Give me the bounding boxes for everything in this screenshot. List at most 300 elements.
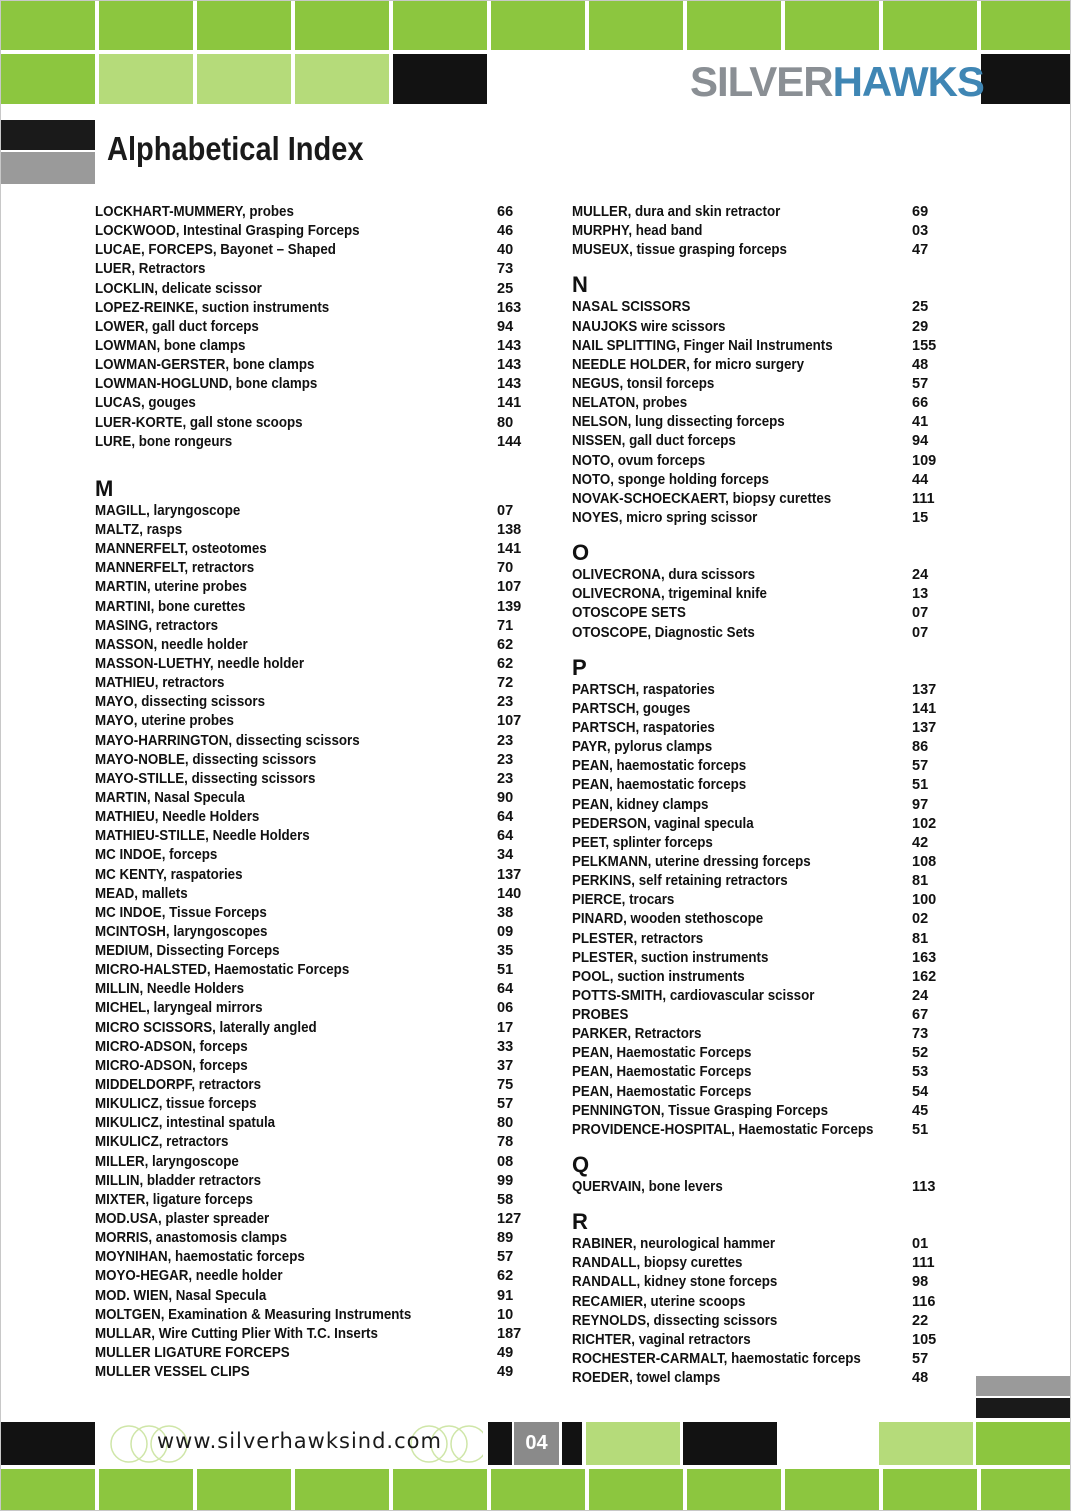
entry-name: MILLIN, Needle Holders bbox=[95, 981, 244, 998]
entry-name: MATHIEU, retractors bbox=[95, 675, 225, 692]
index-entry bbox=[95, 1325, 535, 1344]
index-entry bbox=[572, 566, 952, 585]
entry-page: 113 bbox=[912, 1179, 936, 1196]
page-number: 04 bbox=[514, 1422, 559, 1465]
entry-page: 08 bbox=[497, 1153, 514, 1170]
entry-page: 35 bbox=[497, 943, 514, 960]
index-entry bbox=[95, 866, 535, 885]
entry-name: POOL, suction instruments bbox=[572, 968, 745, 985]
entry-name: NOYES, micro spring scissor bbox=[572, 509, 758, 526]
entry-page: 71 bbox=[497, 617, 514, 634]
index-entry bbox=[95, 655, 535, 674]
entry-name: PENNINGTON, Tissue Grasping Forceps bbox=[572, 1102, 829, 1119]
index-entry bbox=[572, 1083, 952, 1102]
entry-page: 69 bbox=[912, 204, 929, 220]
entry-name: LOPEZ-REINKE, suction instruments bbox=[95, 299, 330, 316]
footer-block bbox=[586, 1422, 680, 1465]
index-column-right bbox=[572, 203, 952, 1388]
entry-page: 37 bbox=[497, 1057, 514, 1074]
index-entry bbox=[572, 872, 952, 891]
entry-name: LOWER, gall duct forceps bbox=[95, 318, 259, 335]
entry-page: 102 bbox=[912, 815, 937, 832]
section-letter-m: M bbox=[95, 475, 114, 501]
index-entry bbox=[572, 1312, 952, 1331]
entry-page: 62 bbox=[497, 1268, 514, 1285]
entry-page: 163 bbox=[912, 949, 937, 966]
entry-page: 127 bbox=[497, 1211, 522, 1228]
index-entry bbox=[95, 674, 535, 693]
entry-name: RANDALL, kidney stone forceps bbox=[572, 1274, 778, 1291]
index-entry bbox=[95, 1191, 535, 1210]
entry-page: 143 bbox=[497, 376, 522, 393]
entry-name: MAYO, dissecting scissors bbox=[95, 694, 266, 711]
index-entry bbox=[572, 815, 952, 834]
entry-page: 58 bbox=[497, 1191, 514, 1208]
entry-name: MULLAR, Wire Cutting Plier With T.C. Inserts bbox=[95, 1325, 378, 1342]
entry-page: 51 bbox=[912, 777, 929, 794]
index-entry bbox=[95, 241, 535, 260]
entry-name: RABINER, neurological hammer bbox=[572, 1236, 776, 1253]
index-entry bbox=[95, 885, 535, 904]
index-entry bbox=[572, 1063, 952, 1082]
index-entry bbox=[572, 968, 952, 987]
entry-name: MOD.USA, plaster spreader bbox=[95, 1211, 270, 1228]
index-entry bbox=[95, 521, 535, 540]
entry-name: MAYO-NOBLE, dissecting scissors bbox=[95, 751, 317, 768]
entry-name: LUCAS, gouges bbox=[95, 395, 196, 412]
index-entry bbox=[572, 949, 952, 968]
entry-name: LUER-KORTE, gall stone scoops bbox=[95, 414, 303, 431]
entry-page: 64 bbox=[497, 981, 514, 998]
index-entry bbox=[95, 299, 535, 318]
entry-name: LOCKWOOD, Intestinal Grasping Forceps bbox=[95, 223, 360, 240]
index-entry bbox=[572, 1369, 952, 1388]
entry-name: OTOSCOPE SETS bbox=[572, 605, 686, 622]
entry-name: PARKER, Retractors bbox=[572, 1026, 702, 1043]
index-list-q bbox=[572, 1178, 952, 1197]
index-entry bbox=[95, 693, 535, 712]
entry-name: PEAN, Haemostatic Forceps bbox=[572, 1064, 752, 1081]
brand-logo-part2: HAWKS bbox=[832, 58, 984, 105]
entry-page: 138 bbox=[497, 521, 522, 538]
entry-name: RANDALL, biopsy curettes bbox=[572, 1255, 743, 1272]
entry-name: MULLER, dura and skin retractor bbox=[572, 204, 781, 220]
entry-name: MARTINI, bone curettes bbox=[95, 598, 246, 615]
entry-page: 41 bbox=[912, 414, 929, 431]
index-entry bbox=[572, 796, 952, 815]
index-entry bbox=[95, 222, 535, 241]
entry-page: 141 bbox=[912, 700, 937, 717]
entry-page: 54 bbox=[912, 1083, 929, 1100]
entry-page: 33 bbox=[497, 1038, 514, 1055]
entry-page: 07 bbox=[497, 502, 514, 519]
entry-name: LOWMAN-HOGLUND, bone clamps bbox=[95, 376, 318, 393]
entry-page: 49 bbox=[497, 1345, 514, 1362]
entry-name: MASING, retractors bbox=[95, 617, 219, 634]
section-letter-r: R bbox=[572, 1209, 588, 1235]
entry-page: 38 bbox=[497, 904, 514, 921]
index-entry bbox=[572, 891, 952, 910]
entry-name: NOVAK-SCHOECKAERT, biopsy curettes bbox=[572, 490, 832, 507]
entry-page: 97 bbox=[912, 796, 929, 813]
entry-name: MIXTER, ligature forceps bbox=[95, 1191, 253, 1208]
entry-page: 89 bbox=[497, 1230, 514, 1247]
index-entry bbox=[572, 471, 952, 490]
entry-name: MIDDELDORPF, retractors bbox=[95, 1077, 262, 1094]
index-entry bbox=[95, 337, 535, 356]
index-entry bbox=[95, 1210, 535, 1229]
entry-name: MILLIN, bladder retractors bbox=[95, 1172, 262, 1189]
entry-name: PLESTER, retractors bbox=[572, 930, 704, 947]
footer-block bbox=[976, 1422, 1071, 1465]
entry-page: 25 bbox=[497, 280, 514, 297]
index-entry bbox=[95, 433, 535, 452]
footer-block bbox=[488, 1422, 512, 1465]
entry-page: 75 bbox=[497, 1077, 514, 1094]
index-entry bbox=[572, 413, 952, 432]
entry-name: MULLER LIGATURE FORCEPS bbox=[95, 1345, 290, 1362]
footer-block bbox=[683, 1422, 777, 1465]
entry-page: 67 bbox=[912, 1007, 929, 1024]
entry-page: 25 bbox=[912, 299, 929, 316]
index-entry bbox=[572, 318, 952, 337]
brand-logo-part1: SILVER bbox=[690, 58, 833, 105]
entry-name: MILLER, laryngoscope bbox=[95, 1153, 239, 1170]
entry-name: MCINTOSH, laryngoscopes bbox=[95, 923, 268, 940]
entry-page: 03 bbox=[912, 223, 929, 240]
entry-name: MEDIUM, Dissecting Forceps bbox=[95, 943, 280, 960]
entry-page: 81 bbox=[912, 930, 929, 947]
entry-page: 107 bbox=[497, 713, 522, 730]
entry-page: 139 bbox=[497, 598, 522, 615]
entry-page: 57 bbox=[912, 1351, 929, 1368]
entry-page: 86 bbox=[912, 739, 929, 756]
entry-page: 66 bbox=[912, 395, 929, 412]
side-block-black bbox=[976, 1398, 1071, 1418]
entry-name: REYNOLDS, dissecting scissors bbox=[572, 1312, 778, 1329]
entry-page: 64 bbox=[497, 809, 514, 826]
index-entry bbox=[95, 356, 535, 375]
index-entry bbox=[572, 930, 952, 949]
entry-page: 46 bbox=[497, 223, 514, 240]
index-list-o bbox=[572, 566, 952, 643]
entry-name: MICRO SCISSORS, laterally angled bbox=[95, 1019, 317, 1036]
entry-name: NOTO, ovum forceps bbox=[572, 452, 706, 469]
entry-name: PEAN, haemostatic forceps bbox=[572, 758, 747, 775]
website-link[interactable]: www.silverhawksind.com bbox=[157, 1429, 442, 1453]
entry-page: 116 bbox=[912, 1293, 936, 1310]
section-letter-q: Q bbox=[572, 1152, 590, 1178]
entry-page: 80 bbox=[497, 414, 514, 431]
entry-name: NAIL SPLITTING, Finger Nail Instruments bbox=[572, 337, 833, 354]
index-entry bbox=[95, 260, 535, 279]
entry-name: LOWMAN, bone clamps bbox=[95, 337, 246, 354]
entry-name: MULLER VESSEL CLIPS bbox=[95, 1364, 250, 1381]
index-entry bbox=[95, 1344, 535, 1363]
entry-name: RICHTER, vaginal retractors bbox=[572, 1331, 751, 1348]
index-entry bbox=[95, 1114, 535, 1133]
index-entry bbox=[572, 1025, 952, 1044]
entry-name: MORRIS, anastomosis clamps bbox=[95, 1230, 288, 1247]
index-entry bbox=[95, 1172, 535, 1191]
index-entry bbox=[572, 853, 952, 872]
top-pattern-row-1 bbox=[0, 0, 1071, 50]
entry-page: 100 bbox=[912, 892, 937, 909]
index-entry bbox=[572, 356, 952, 375]
entry-name: PEAN, kidney clamps bbox=[572, 796, 709, 813]
index-entry bbox=[572, 1235, 952, 1254]
index-entry bbox=[95, 502, 535, 521]
entry-page: 73 bbox=[912, 1026, 929, 1043]
index-entry bbox=[572, 1331, 952, 1350]
entry-name: LOWMAN-GERSTER, bone clamps bbox=[95, 357, 315, 374]
index-entry bbox=[95, 203, 535, 222]
entry-name: PARTSCH, gouges bbox=[572, 700, 691, 717]
index-entry bbox=[572, 1044, 952, 1063]
entry-page: 15 bbox=[912, 509, 929, 526]
entry-page: 91 bbox=[497, 1287, 514, 1304]
entry-page: 02 bbox=[912, 911, 929, 928]
index-entry bbox=[95, 559, 535, 578]
index-entry bbox=[572, 987, 952, 1006]
entry-page: 40 bbox=[497, 242, 514, 259]
index-entry bbox=[95, 540, 535, 559]
entry-name: MICRO-ADSON, forceps bbox=[95, 1057, 248, 1074]
entry-page: 48 bbox=[912, 356, 929, 373]
entry-name: PROVIDENCE-HOSPITAL, Haemostatic Forceps bbox=[572, 1121, 874, 1138]
entry-page: 52 bbox=[912, 1045, 929, 1062]
entry-page: 143 bbox=[497, 357, 522, 374]
entry-page: 105 bbox=[912, 1331, 937, 1348]
index-entry bbox=[95, 318, 535, 337]
entry-name: ROCHESTER-CARMALT, haemostatic forceps bbox=[572, 1351, 861, 1368]
index-entry bbox=[572, 222, 952, 241]
index-entry bbox=[95, 789, 535, 808]
entry-name: MANNERFELT, osteotomes bbox=[95, 541, 267, 558]
index-entry bbox=[572, 719, 952, 738]
index-entry bbox=[95, 961, 535, 980]
entry-page: 64 bbox=[497, 828, 514, 845]
section-letter-o: O bbox=[572, 540, 590, 566]
entry-name: MURPHY, head band bbox=[572, 223, 703, 240]
index-entry bbox=[572, 1273, 952, 1292]
entry-page: 13 bbox=[912, 586, 929, 603]
index-list-n bbox=[572, 298, 952, 528]
entry-page: 141 bbox=[497, 395, 522, 412]
entry-page: 94 bbox=[912, 433, 929, 450]
entry-name: PEDERSON, vaginal specula bbox=[572, 815, 754, 832]
index-entry bbox=[572, 298, 952, 317]
entry-name: PEAN, Haemostatic Forceps bbox=[572, 1083, 752, 1100]
entry-page: 72 bbox=[497, 675, 514, 692]
entry-page: 23 bbox=[497, 732, 514, 749]
index-entry bbox=[95, 636, 535, 655]
entry-page: 162 bbox=[912, 968, 937, 985]
bottom-pattern-row bbox=[0, 1469, 1071, 1511]
page-title: Alphabetical Index bbox=[107, 130, 364, 167]
entry-page: 51 bbox=[912, 1121, 929, 1138]
entry-page: 108 bbox=[912, 853, 937, 870]
entry-page: 24 bbox=[912, 567, 929, 584]
entry-name: MAYO, uterine probes bbox=[95, 713, 234, 730]
entry-page: 62 bbox=[497, 636, 514, 653]
index-column-left bbox=[95, 203, 535, 1382]
entry-page: 53 bbox=[912, 1064, 929, 1081]
entry-name: MAYO-STILLE, dissecting scissors bbox=[95, 770, 316, 787]
index-entry bbox=[95, 280, 535, 299]
entry-name: MEAD, mallets bbox=[95, 885, 188, 902]
entry-page: 10 bbox=[497, 1306, 514, 1323]
index-entry bbox=[95, 1133, 535, 1152]
index-entry bbox=[95, 617, 535, 636]
entry-name: MASSON-LUETHY, needle holder bbox=[95, 655, 305, 672]
entry-name: MOYNIHAN, haemostatic forceps bbox=[95, 1249, 305, 1266]
entry-page: 07 bbox=[912, 605, 929, 622]
index-list-r bbox=[572, 1235, 952, 1388]
entry-name: PINARD, wooden stethoscope bbox=[572, 911, 764, 928]
entry-name: MICHEL, laryngeal mirrors bbox=[95, 1000, 263, 1017]
entry-page: 90 bbox=[497, 789, 514, 806]
entry-page: 24 bbox=[912, 987, 929, 1004]
index-entry bbox=[95, 1306, 535, 1325]
index-entry bbox=[95, 1229, 535, 1248]
entry-page: 140 bbox=[497, 885, 522, 902]
entry-page: 47 bbox=[912, 242, 929, 259]
entry-name: MIKULICZ, tissue forceps bbox=[95, 1096, 257, 1113]
index-entry bbox=[95, 1095, 535, 1114]
entry-page: 98 bbox=[912, 1274, 929, 1291]
entry-name: NOTO, sponge holding forceps bbox=[572, 471, 769, 488]
entry-page: 09 bbox=[497, 923, 514, 940]
index-entry bbox=[95, 1076, 535, 1095]
index-entry bbox=[95, 751, 535, 770]
index-entry bbox=[572, 203, 952, 222]
entry-name: PEAN, haemostatic forceps bbox=[572, 777, 747, 794]
entry-page: 70 bbox=[497, 560, 514, 577]
entry-name: MC KENTY, raspatories bbox=[95, 866, 243, 883]
index-entry bbox=[95, 394, 535, 413]
entry-name: MOLTGEN, Examination & Measuring Instruments bbox=[95, 1306, 412, 1323]
index-entry bbox=[95, 980, 535, 999]
index-entry bbox=[572, 604, 952, 623]
section-letter-p: P bbox=[572, 654, 587, 680]
entry-page: 45 bbox=[912, 1102, 929, 1119]
header-block-grey bbox=[0, 152, 95, 184]
index-entry bbox=[95, 1019, 535, 1038]
entry-page: 144 bbox=[497, 433, 522, 450]
entry-name: LUER, Retractors bbox=[95, 261, 206, 278]
entry-page: 109 bbox=[912, 452, 937, 469]
index-entry bbox=[572, 1102, 952, 1121]
entry-name: PEET, splinter forceps bbox=[572, 834, 713, 851]
entry-name: QUERVAIN, bone levers bbox=[572, 1179, 723, 1196]
entry-page: 23 bbox=[497, 751, 514, 768]
index-entry bbox=[572, 1254, 952, 1273]
entry-name: NAUJOKS wire scissors bbox=[572, 318, 726, 335]
entry-name: PEAN, Haemostatic Forceps bbox=[572, 1045, 752, 1062]
index-entry bbox=[95, 923, 535, 942]
entry-page: 42 bbox=[912, 834, 929, 851]
entry-name: PARTSCH, raspatories bbox=[572, 681, 715, 698]
index-entry bbox=[95, 1287, 535, 1306]
index-entry bbox=[572, 375, 952, 394]
entry-page: 73 bbox=[497, 261, 514, 278]
entry-name: OLIVECRONA, trigeminal knife bbox=[572, 586, 767, 603]
entry-name: RECAMIER, uterine scoops bbox=[572, 1293, 746, 1310]
index-entry bbox=[95, 1057, 535, 1076]
entry-page: 66 bbox=[497, 204, 514, 220]
index-entry bbox=[95, 1363, 535, 1382]
entry-page: 78 bbox=[497, 1134, 514, 1151]
index-entry bbox=[95, 1038, 535, 1057]
index-entry bbox=[572, 681, 952, 700]
index-entry bbox=[572, 452, 952, 471]
entry-name: MARTIN, uterine probes bbox=[95, 579, 247, 596]
index-entry bbox=[572, 509, 952, 528]
index-entry bbox=[95, 578, 535, 597]
index-entry bbox=[95, 375, 535, 394]
index-entry bbox=[572, 624, 952, 643]
index-entry bbox=[95, 1267, 535, 1286]
entry-name: MASSON, needle holder bbox=[95, 636, 248, 653]
index-entry bbox=[572, 757, 952, 776]
entry-name: PARTSCH, raspatories bbox=[572, 719, 715, 736]
entry-page: 49 bbox=[497, 1364, 514, 1381]
brand-logo bbox=[690, 60, 984, 104]
entry-name: OTOSCOPE, Diagnostic Sets bbox=[572, 624, 755, 641]
entry-name: MOYO-HEGAR, needle holder bbox=[95, 1268, 283, 1285]
entry-name: NELATON, probes bbox=[572, 395, 688, 412]
entry-page: 57 bbox=[912, 758, 929, 775]
entry-name: PIERCE, trocars bbox=[572, 892, 675, 909]
entry-page: 51 bbox=[497, 962, 514, 979]
entry-name: PLESTER, suction instruments bbox=[572, 949, 769, 966]
entry-name: MAGILL, laryngoscope bbox=[95, 502, 241, 519]
entry-page: 94 bbox=[497, 318, 514, 335]
entry-name: PELKMANN, uterine dressing forceps bbox=[572, 853, 811, 870]
entry-name: NEEDLE HOLDER, for micro surgery bbox=[572, 356, 805, 373]
entry-name: LOCKHART-MUMMERY, probes bbox=[95, 204, 294, 220]
index-entry bbox=[95, 827, 535, 846]
index-entry bbox=[95, 598, 535, 617]
index-entry bbox=[572, 1006, 952, 1025]
entry-name: LOCKLIN, delicate scissor bbox=[95, 280, 262, 297]
index-entry bbox=[95, 904, 535, 923]
entry-name: MARTIN, Nasal Specula bbox=[95, 789, 245, 806]
footer-block bbox=[562, 1422, 582, 1465]
entry-name: NASAL SCISSORS bbox=[572, 299, 691, 316]
entry-page: 57 bbox=[497, 1249, 514, 1266]
entry-page: 80 bbox=[497, 1115, 514, 1132]
index-entry bbox=[572, 490, 952, 509]
entry-page: 44 bbox=[912, 471, 929, 488]
entry-name: ROEDER, towel clamps bbox=[572, 1370, 721, 1387]
index-entry bbox=[572, 834, 952, 853]
footer-block bbox=[879, 1422, 973, 1465]
entry-page: 111 bbox=[912, 1255, 935, 1272]
entry-page: 17 bbox=[497, 1019, 514, 1036]
entry-page: 34 bbox=[497, 847, 514, 864]
footer-block bbox=[0, 1422, 95, 1465]
index-entry bbox=[572, 738, 952, 757]
entry-name: MC INDOE, Tissue Forceps bbox=[95, 904, 267, 921]
entry-name: MAYO-HARRINGTON, dissecting scissors bbox=[95, 732, 360, 749]
entry-name: MIKULICZ, intestinal spatula bbox=[95, 1115, 276, 1132]
index-entry bbox=[572, 585, 952, 604]
entry-name: MICRO-HALSTED, Haemostatic Forceps bbox=[95, 962, 350, 979]
index-entry bbox=[572, 776, 952, 795]
entry-page: 163 bbox=[497, 299, 522, 316]
